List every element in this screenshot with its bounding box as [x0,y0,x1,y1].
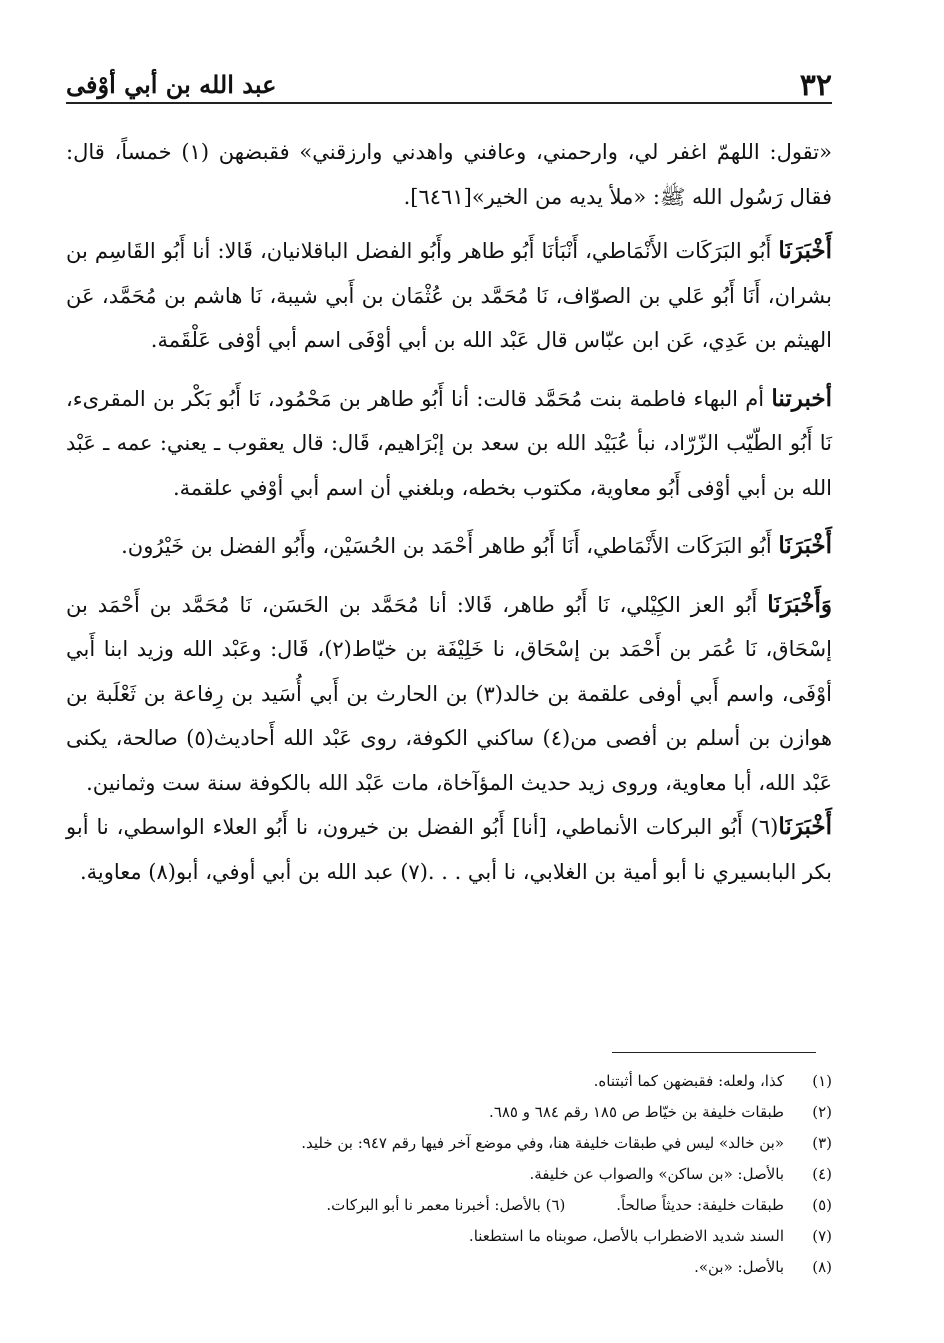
paragraph [66,377,832,511]
footnote-number: (٢) [812,1103,832,1121]
footnote-number: (٣) [812,1134,832,1152]
paragraph-lead: وَأَخْبَرَنَا [767,590,832,618]
paragraph-text: أم البهاء فاطمة بنت مُحَمَّد قالت: أنا أَبُو طاهر بن مَحْمُود، نَا أَبُو بَكْر بن المقرىء، نَا أَبُو الطّيّب الزّرّاد، نبأ عُبَيْد الله بن سعد بن إبْرَاهيم، قَال: قال يعقوب ـ يعني: عمه ـ عَبْد الله بن أبي أوْفى أَبُو معاوية، مكتوب بخطه، وبلغني أن اسم أبي أوْفي علقمة. [66,386,832,500]
footnote [66,1128,832,1159]
paragraph-text: «تقول: اللهمّ اغفر لي، وارحمني، وعافني واهدني وارزقني» فقبضهن (١) خمساً، قال: فقال رَسُول الله ﷺ: «ملأ يديه من الخير»[٦٤٦١]. [66,140,832,209]
running-header [66,62,832,104]
footnote-number: (٧) [812,1227,832,1245]
footnote-text: بالأصل: «بن». [694,1258,784,1276]
footnote [66,1159,832,1190]
footnote-text: السند شديد الاضطراب بالأصل، صوبناه ما استطعنا. [468,1227,784,1245]
footnote-number: (٤) [812,1165,832,1183]
footnote-number: (١) [812,1072,832,1090]
footnote-text: طبقات خليفة بن خيّاط ص ١٨٥ رقم ٦٨٤ و ٦٨٥. [489,1103,784,1121]
footnote-text: كذا، ولعله: فقبضهن كما أثبتناه. [593,1072,784,1090]
paragraph [66,583,832,806]
paragraph-lead: أخبرتنا [771,384,832,412]
paragraph-lead: أَخْبَرَنَا [778,532,832,559]
paragraph-text: أَبُو البَرَكَات الأَنْمَاطي، أَنْبَأنَا أَبُو طاهر وأَبُو الفضل الباقلانيان، قَالا: أنا أَبُو القَاسِم بن بشران، أَنَا أَبُو عَلي بن الصوّاف، نَا مُحَمَّد بن عُثْمَان بن أَبي شيبة، نَا هاشم بن مُحَمَّد، عَن الهيثم بن عَدِي، عَن ابن عبّاس قال عَبْد الله بن أبي أوْفَى اسم أبي أوْفى عَلْقَمة. [66,239,832,352]
paragraph-lead: أَخْبَرَنَا [778,813,832,840]
footnote-number: (٥) [812,1196,832,1214]
footnote-text: «بن خالد» ليس في طبقات خليفة هنا، وفي موضع آخر فيها رقم ٩٤٧: بن خليد. [301,1134,784,1152]
paragraph-text: أَبُو العز الكِيْلي، نَا أَبُو طاهر، قَالا: أنا مُحَمَّد بن الحَسَن، نَا مُحَمَّد بن أَحْمَد بن إسْحَاق، نَا عُمَر بن أَحْمَد بن إسْحَاق، نا خَلِيْفَة بن خيّاط(٢)، قَال: وعَبْد الله وزيد ابنا أَبي أوْفَى، واسم أَبي أوفى علقمة بن خالد(٣) بن الحارث بن أَبي أُسَيد بن رِفاعة بن ثَعْلَبة بن هوازن بن أسلم بن أفصى من(٤) ساكني الكوفة، روى عَبْد الله أَحاديث(٥) صالحة، يكنى عَبْد الله، أبا معاوية، وروى زيد حديث المؤآخاة، مات عَبْد الله بالكوفة سنة ست وثمانين. [66,592,833,795]
running-title: عبد الله بن أبي أوْفى [66,70,277,99]
paragraph-text: (٦) أَبُو البركات الأنماطي، [أنا] أَبُو الفضل بن خيرون، نا أَبُو العلاء الواسطي، نا أبو بكر البابسيري نا أبو أمية بن الغلابي، نا أبي . . .(٧) عبد الله بن أبي أوفي، أبو(٨) معاوية. [66,815,832,884]
footnote [66,1066,832,1097]
paragraph-text: أَبُو البَرَكَات الأَنْمَاطي، أَنَا أَبُو طاهر أَحْمَد بن الحُسَيْن، وأَبُو الفضل بن خَيْرُون. [121,534,779,558]
footnote [66,1097,832,1128]
footnote-text: بالأصل: أخبرنا معمر نا أبو البركات. [326,1196,541,1214]
page-number: ٣٢ [799,68,832,103]
paragraph [66,130,832,219]
main-text [66,130,832,894]
footnote-number: (٦) [545,1196,566,1214]
footnote-text: بالأصل: «بن ساكن» والصواب عن خليفة. [529,1165,784,1183]
footnote-number: (٨) [812,1258,832,1276]
footnote [66,1221,832,1252]
footnote [66,1252,832,1283]
footnote-divider [612,1052,816,1053]
paragraph [66,229,832,363]
paragraph [66,524,832,569]
footnote-text: طبقات خليفة: حديثاً صالحاً. [616,1196,784,1214]
paragraph-lead: أَخْبَرَنَا [778,237,832,264]
footnotes [66,1066,832,1283]
paragraph [66,805,832,894]
footnote [66,1190,832,1221]
